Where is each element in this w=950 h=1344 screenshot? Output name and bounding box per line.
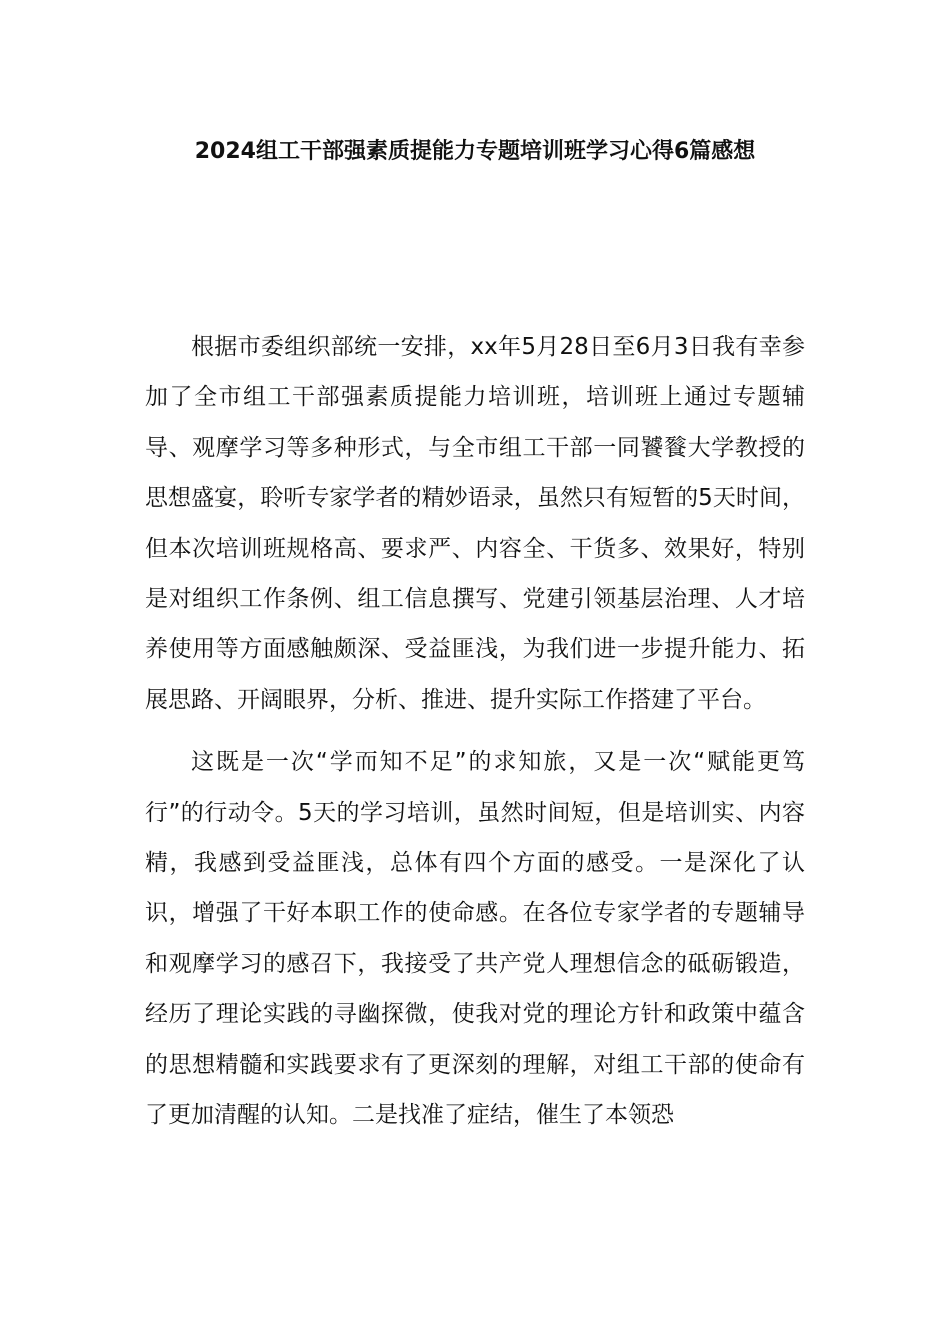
document-body [145,322,805,1153]
document-title: 2024组工干部强素质提能力专题培训班学习心得6篇感想 [194,139,756,164]
paragraph-1: 根据市委组织部统一安排，xx年5月28日至6月3日我有幸参加了全市组工干部强素质提能力培训班，培训班上通过专题辅导、观摩学习等多种形式，与全市组工干部一同饕餮大学教授的思想盛宴，聆听专家学者的精妙语录，虽然只有短暂的5天时间，但本次培训班规格高、要求严、内容全、干货多、效果好，特别是对组织工作条例、组工信息撰写、党建引领基层治理、人才培养使用等方面感触颇深、受益匪浅，为我们进一步提升能力、拓展思路、开阔眼界，分析、推进、提升实际工作搭建了平台。 [145,334,805,713]
paragraph-2: 这既是一次“学而知不足”的求知旅，又是一次“赋能更笃行”的行动令。5天的学习培训，虽然时间短，但是培训实、内容精，我感到受益匪浅，总体有四个方面的感受。一是深化了认识，增强了干好本职工作的使命感。在各位专家学者的专题辅导和观摩学习的感召下，我接受了共产党人理想信念的砥砺锻造，经历了理论实践的寻幽探微，使我对党的理论方针和政策中蕴含的思想精髓和实践要求有了更深刻的理解，对组工干部的使命有了更加清醒的认知。二是找准了症结，催生了本领恐 [145,749,805,1129]
